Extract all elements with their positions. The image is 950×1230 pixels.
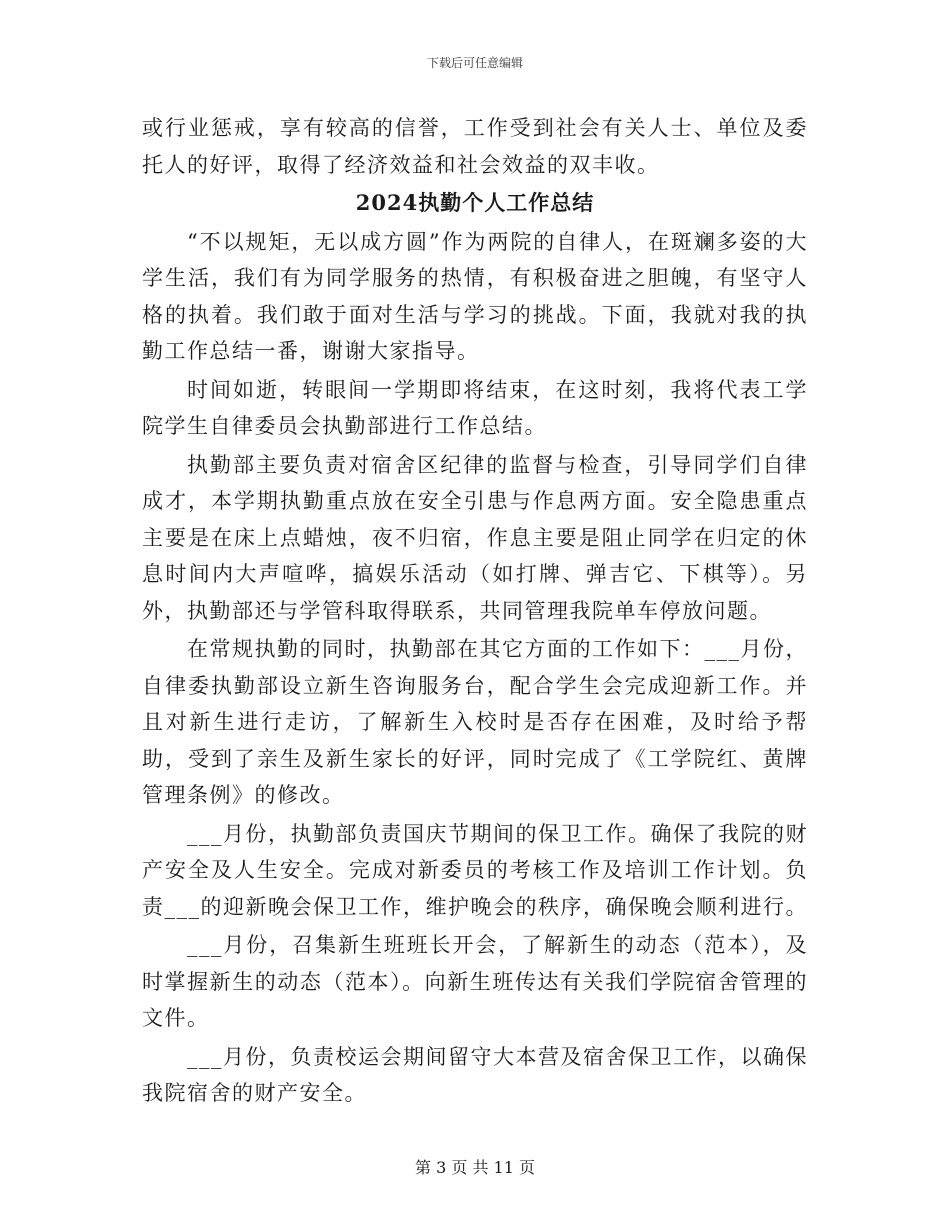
document-body xyxy=(142,110,808,1114)
body-paragraph: ___月份，执勤部负责国庆节期间的保卫工作。确保了我院的财产安全及人生安全。完成对新委员的考核工作及培训工作计划。负责___的迎新晚会保卫工作，维护晚会的秩序，确保晚会顺利进行。 xyxy=(142,821,808,919)
body-paragraph: 执勤部主要负责对宿舍区纪律的监督与检查，引导同学们自律成才，本学期执勤重点放在安全引患与作息两方面。安全隐患重点主要是在床上点蜡烛，夜不归宿，作息主要是阻止同学在归定的休息时间内大声喧哗，搞娱乐活动（如打牌、弹吉它、下棋等）。另外，执勤部还与学管科取得联系，共同管理我院单车停放问题。 xyxy=(142,452,808,623)
intro-paragraph: 或行业惩戒，享有较高的信誉，工作受到社会有关人士、单位及委托人的好评，取得了经济效益和社会效益的双丰收。 xyxy=(142,116,808,177)
body-paragraph: 时间如逝，转眼间一学期即将结束，在这时刻，我将代表工学院学生自律委员会执勤部进行工作总结。 xyxy=(142,377,808,438)
body-paragraph: ___月份，召集新生班班长开会，了解新生的动态（范本），及时掌握新生的动态（范本）。向新生班传达有关我们学院宿舍管理的文件。 xyxy=(142,933,808,1030)
document-title: 2024执勤个人工作总结 xyxy=(355,190,595,215)
page-number: 第 3 页 共 11 页 xyxy=(415,1158,535,1177)
body-paragraph: ___月份，负责校运会期间留守大本营及宿舍保卫工作，以确保我院宿舍的财产安全。 xyxy=(142,1044,808,1105)
body-paragraph: “不以规矩，无以成方圆”作为两院的自律人，在斑斓多姿的大学生活，我们有为同学服务的热情，有积极奋进之胆魄，有坚守人格的执着。我们敢于面对生活与学习的挑战。下面，我就对我的执勤工作总结一番，谢谢大家指导。 xyxy=(142,229,808,363)
body-paragraph: 在常规执勤的同时，执勤部在其它方面的工作如下：___月份，自律委执勤部设立新生咨询服务台，配合学生会完成迎新工作。并且对新生进行走访，了解新生入校时是否存在困难，及时给予帮助，受到了亲生及新生家长的好评，同时完成了《工学院红、黄牌管理条例》的修改。 xyxy=(142,637,808,807)
page-header-note: 下载后可任意编辑 xyxy=(426,56,523,70)
